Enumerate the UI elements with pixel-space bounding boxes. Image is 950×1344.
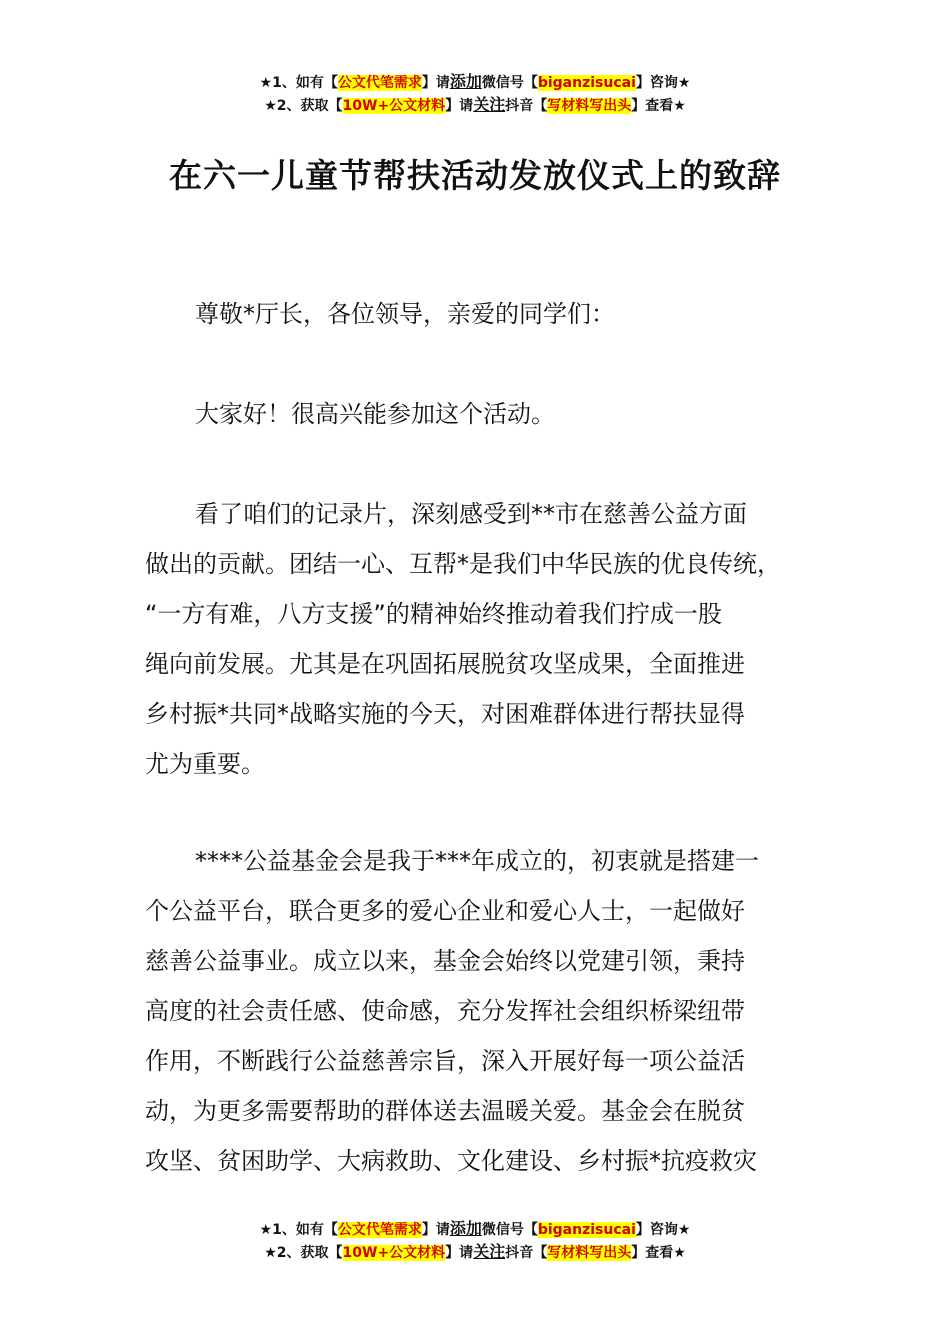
paragraph-line: 看了咱们的记录片，深刻感受到**市在慈善公益方面 <box>195 500 747 528</box>
greeting-line: 大家好！很高兴能参加这个活动。 <box>195 400 555 428</box>
banner-text: 】请 <box>445 98 474 114</box>
greeting <box>145 389 825 439</box>
paragraph-line: 动，为更多需要帮助的群体送去温暖关爱。基金会在脱贫 <box>145 1097 745 1125</box>
paragraph-line: 攻坚、贫困助学、大病救助、文化建设、乡村振*抗疫救灾 <box>145 1147 757 1175</box>
banner-text: 微信号【 <box>481 1222 538 1238</box>
banner-line-1 <box>0 1217 950 1240</box>
banner-line-2 <box>0 93 950 116</box>
highlight-douyin-account: 写材料写出头 <box>547 1245 632 1261</box>
paragraph-line: 个公益平台，联合更多的爱心企业和爱心人士，一起做好 <box>145 897 745 925</box>
banner-text: 抖音【 <box>505 98 548 114</box>
banner-text: ★1、如有【 <box>259 75 338 91</box>
salutation <box>145 289 825 339</box>
highlight-wechat-id: biganzisucai <box>537 1222 636 1238</box>
banner-line-1 <box>0 70 950 93</box>
banner-text: 】请 <box>421 1222 450 1238</box>
banner-text: 】查看★ <box>631 1245 686 1261</box>
banner-line-2 <box>0 1240 950 1263</box>
highlight-service: 公文代笔需求 <box>337 1222 422 1238</box>
banner-text: ★2、获取【 <box>264 98 343 114</box>
banner-text: 】咨询★ <box>635 75 691 91</box>
banner-text: 】查看★ <box>631 98 686 114</box>
paragraph-line: 高度的社会责任感、使命感，充分发挥社会组织桥梁纽带 <box>145 997 745 1025</box>
header-banner <box>0 70 950 116</box>
paragraph-line: “一方有难，八方支援”的精神始终推动着我们拧成一股 <box>145 600 722 628</box>
emphasis-add: 添加 <box>449 72 482 91</box>
paragraph-line: 乡村振*共同*战略实施的今天，对困难群体进行帮扶显得 <box>145 700 745 728</box>
highlight-wechat-id: biganzisucai <box>537 75 636 91</box>
paragraph-line: 慈善公益事业。成立以来，基金会始终以党建引领，秉持 <box>145 947 745 975</box>
highlight-service: 公文代笔需求 <box>337 75 422 91</box>
banner-text: ★1、如有【 <box>259 1222 338 1238</box>
banner-text: 】咨询★ <box>635 1222 691 1238</box>
banner-text: 】请 <box>445 1245 474 1261</box>
paragraph-2 <box>145 836 825 1186</box>
emphasis-follow: 关注 <box>473 95 506 114</box>
paragraph-1 <box>145 489 825 789</box>
highlight-materials: 10W+公文材料 <box>342 1245 446 1261</box>
paragraph-line: 做出的贡献。团结一心、互帮*是我们中华民族的优良传统， <box>145 550 781 578</box>
emphasis-add: 添加 <box>449 1219 482 1238</box>
paragraph-line: 作用，不断践行公益慈善宗旨，深入开展好每一项公益活 <box>145 1047 745 1075</box>
footer-banner <box>0 1217 950 1263</box>
salutation-line: 尊敬*厅长，各位领导，亲爱的同学们： <box>195 300 615 328</box>
paragraph-line: 尤为重要。 <box>145 750 265 778</box>
paragraph-line: 绳向前发展。尤其是在巩固拓展脱贫攻坚成果，全面推进 <box>145 650 745 678</box>
banner-text: ★2、获取【 <box>264 1245 343 1261</box>
paragraph-line: ****公益基金会是我于***年成立的，初衷就是搭建一 <box>195 847 759 875</box>
emphasis-follow: 关注 <box>473 1242 506 1261</box>
banner-text: 】请 <box>421 75 450 91</box>
highlight-douyin-account: 写材料写出头 <box>547 98 632 114</box>
highlight-materials: 10W+公文材料 <box>342 98 446 114</box>
banner-text: 微信号【 <box>481 75 538 91</box>
document-title: 在六一儿童节帮扶活动发放仪式上的致辞 <box>169 156 781 195</box>
banner-text: 抖音【 <box>505 1245 548 1261</box>
